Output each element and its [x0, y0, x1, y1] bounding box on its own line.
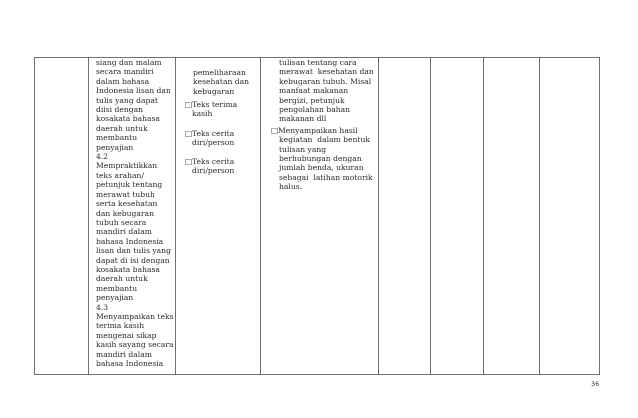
bullet-line — [185, 109, 237, 118]
checkbox-bullet-icon: □ — [185, 157, 193, 166]
text-line: 4.2 — [96, 152, 109, 162]
checkbox-bullet-icon: □ — [271, 125, 279, 135]
column-border — [378, 57, 379, 375]
text-line: dalam bahasa — [96, 76, 150, 86]
text-line: lisan dan tulis yang — [96, 246, 171, 256]
column-border — [175, 57, 176, 375]
text-line: Mempraktikkan — [96, 161, 158, 171]
text-line: pemeliharaan — [193, 68, 246, 77]
text-line: kesehatan dan — [193, 77, 250, 87]
activity-bullet-item — [271, 126, 358, 135]
text-line: diisi dengan — [96, 105, 143, 115]
bullet-line — [185, 138, 234, 147]
text-line: tubuh secara — [96, 217, 147, 227]
text-line: daerah untuk — [96, 274, 148, 284]
text-line: bahasa Indonesia — [96, 236, 164, 246]
text-line: penyajian — [96, 293, 134, 303]
page-number: 36 — [591, 380, 600, 388]
checkbox-bullet-icon: □ — [185, 100, 193, 109]
bullet-line — [185, 157, 234, 166]
text-line: kebugaran tubuh. Misal — [279, 76, 372, 86]
text-line: kosakata bahasa — [96, 264, 160, 274]
text-line: dapat di isi dengan — [96, 255, 170, 265]
column-border — [34, 57, 35, 375]
activity-text — [279, 58, 374, 124]
text-line: bergizi, petunjuk — [279, 95, 345, 105]
material-bullet-item — [185, 100, 237, 119]
text-line: sebagai latihan motorik — [279, 172, 373, 182]
text-line: teks arahan/ — [96, 170, 145, 180]
text-line: 4.3 — [96, 302, 109, 312]
material-bullet-label: Teks cerita — [192, 129, 235, 138]
column-border — [483, 57, 484, 375]
column-border — [430, 57, 431, 375]
column-border — [539, 57, 540, 375]
text-line: tulisan yang — [279, 144, 327, 154]
text-line: kebugaran — [193, 86, 235, 96]
column-border — [260, 57, 261, 375]
activity-text-continued — [279, 135, 373, 191]
text-line: Indonesia lisan dan — [96, 86, 171, 96]
text-line: daerah untuk — [96, 123, 148, 133]
column-border — [599, 57, 600, 375]
text-line: mandiri dalam — [96, 227, 152, 237]
text-line: merawat tubuh — [96, 189, 155, 199]
table-bottom-border — [34, 374, 600, 375]
text-line: terima kasih — [96, 321, 145, 331]
text-line: makanan dll — [279, 114, 327, 124]
material-intro-text — [193, 68, 249, 96]
text-line: berhubungan dengan — [279, 154, 362, 163]
text-line: Menyampaikan teks — [96, 311, 174, 321]
text-line: kegiatan dalam bentuk — [279, 135, 370, 145]
checkbox-bullet-icon: □ — [185, 129, 193, 138]
material-bullet-label: diri/person — [192, 138, 235, 148]
material-bullet-item — [185, 157, 234, 176]
material-bullet-item — [185, 129, 234, 148]
text-line: merawat kesehatan dan — [279, 67, 374, 77]
text-line: siang dan malam — [96, 58, 162, 67]
text-line: serta kesehatan — [96, 199, 158, 209]
text-line: halus. — [279, 182, 303, 192]
bullet-line — [185, 166, 234, 175]
column-border — [88, 57, 89, 375]
text-line: membantu — [96, 283, 138, 293]
competency-column-text — [96, 58, 174, 368]
material-bullet-label: Teks terima — [192, 100, 238, 109]
bullet-line — [185, 100, 237, 109]
text-line: tulis yang dapat — [96, 95, 158, 105]
text-line: jumlah benda, ukuran — [279, 163, 364, 173]
text-line: membantu — [96, 133, 138, 143]
material-bullet-label: diri/person — [192, 166, 235, 176]
text-line: mengenai sikap — [96, 330, 157, 340]
text-line: kosakata bahasa — [96, 114, 160, 124]
text-line: manfaat makanan — [279, 86, 349, 96]
text-line: penyajian — [96, 142, 134, 152]
material-bullet-label: kasih — [192, 109, 213, 119]
text-line: dan kebugaran — [96, 208, 154, 218]
text-line: tulisan tentang cara — [279, 58, 357, 67]
text-line: mandiri dalam — [96, 349, 152, 359]
text-line: pengolahan bahan — [279, 105, 351, 115]
activity-bullet-label: Menyampaikan hasil — [278, 125, 358, 135]
bullet-line — [185, 129, 234, 138]
material-bullet-label: Teks cerita — [192, 157, 235, 166]
text-line: secara mandiri — [96, 67, 154, 77]
text-line: petunjuk tentang — [96, 180, 163, 190]
text-line: kasih sayang secara — [96, 340, 174, 350]
text-line: bahasa Indonesia — [96, 359, 164, 368]
